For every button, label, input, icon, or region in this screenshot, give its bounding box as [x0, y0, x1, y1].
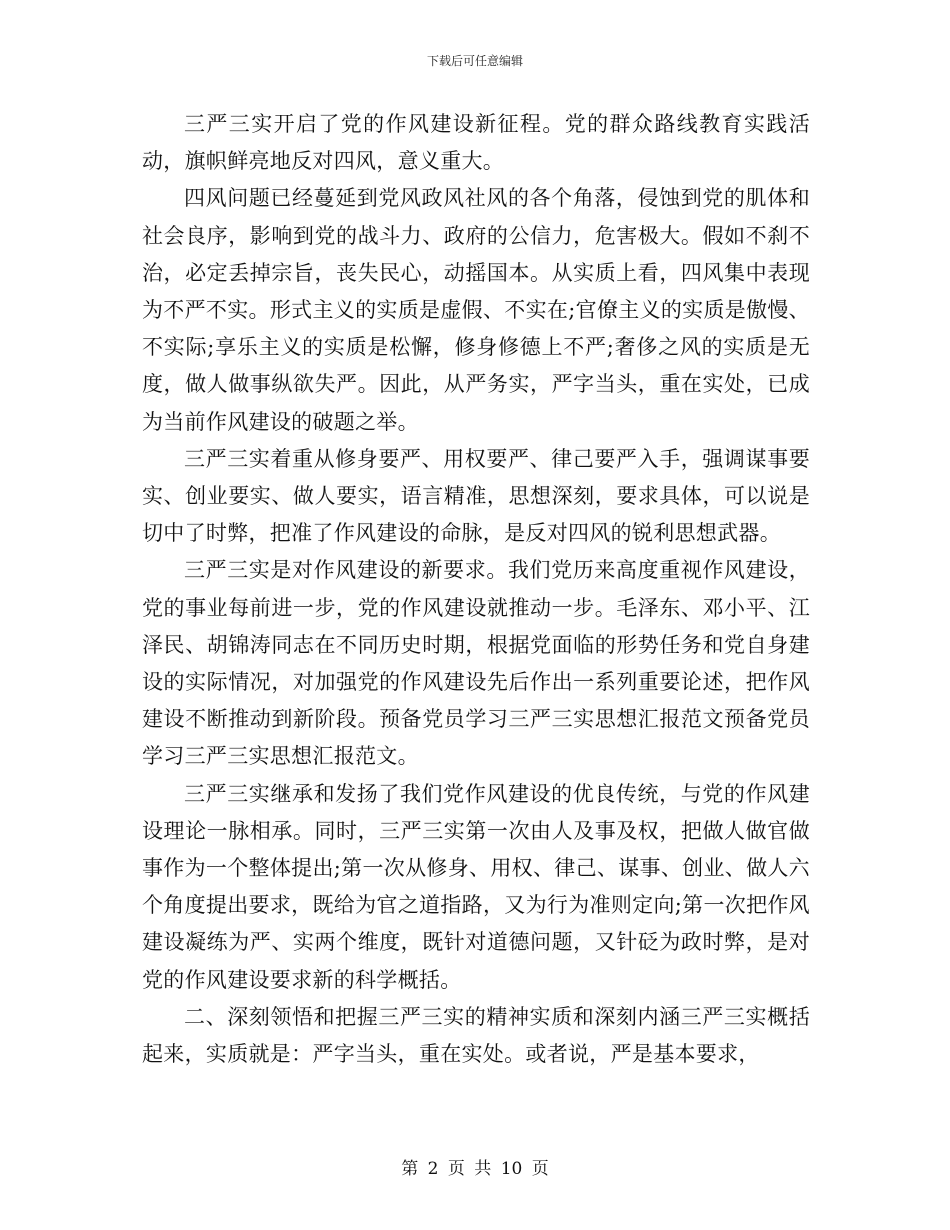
paragraph-2: 四风问题已经蔓延到党风政风社风的各个角落，侵蚀到党的肌体和社会良序，影响到党的战斗力、政府的公信力，危害极大。假如不刹不治，必定丢掉宗旨，丧失民心，动摇国本。从实质上看，四风集中表现为不严不实。形式主义的实质是虚假、不实在;官僚主义的实质是傲慢、不实际;享乐主义的实质是松懈，修身修德上不严;奢侈之风的实质是无度，做人做事纵欲失严。因此，从严务实，严字当头，重在实处，已成为当前作风建设的破题之举。 [142, 186, 810, 434]
page-header: 下载后可任意编辑 [426, 54, 523, 68]
document-body [142, 106, 810, 1073]
paragraph-6: 二、深刻领悟和把握三严三实的精神实质和深刻内涵三严三实概括起来，实质就是：严字当头，重在实处。或者说，严是基本要求， [142, 1004, 810, 1067]
paragraph-3: 三严三实着重从修身要严、用权要严、律己要严入手，强调谋事要实、创业要实、做人要实，语言精准，思想深刻，要求具体，可以说是切中了时弊，把准了作风建设的命脉，是反对四风的锐利思想武器。 [142, 446, 810, 546]
paragraph-5: 三严三实继承和发扬了我们党作风建设的优良传统，与党的作风建设理论一脉相承。同时，三严三实第一次由人及事及权，把做人做官做事作为一个整体提出;第一次从修身、用权、律己、谋事、创业、做人六个角度提出要求，既给为官之道指路，又为行为准则定向;第一次把作风建设凝练为严、实两个维度，既针对道德问题，又针砭为政时弊，是对党的作风建设要求新的科学概括。 [142, 781, 810, 992]
page-number-footer: 第 2 页 共 10 页 [401, 1159, 549, 1179]
paragraph-4: 三严三实是对作风建设的新要求。我们党历来高度重视作风建设，党的事业每前进一步，党的作风建设就推动一步。毛泽东、邓小平、江泽民、胡锦涛同志在不同历史时期，根据党面临的形势任务和党自身建设的实际情况，对加强党的作风建设先后作出一系列重要论述，把作风建设不断推动到新阶段。预备党员学习三严三实思想汇报范文预备党员学习三严三实思想汇报范文。 [142, 558, 810, 769]
paragraph-1: 三严三实开启了党的作风建设新征程。党的群众路线教育实践活动，旗帜鲜亮地反对四风，意义重大。 [142, 112, 810, 174]
